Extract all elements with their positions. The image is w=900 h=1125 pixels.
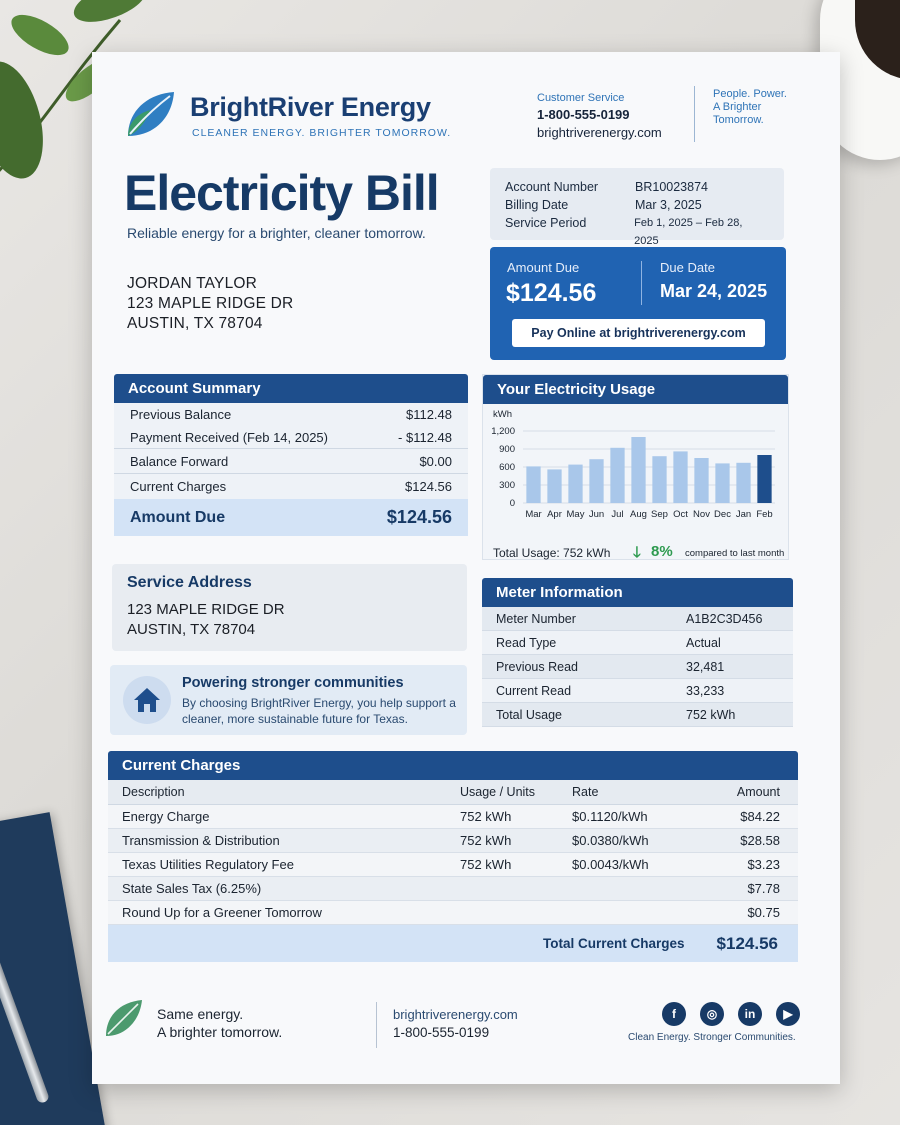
meter-row [482, 631, 793, 655]
charge-units: 752 kWh [460, 857, 512, 872]
youtube-icon[interactable]: ▶ [776, 1002, 800, 1026]
usage-total: Total Usage: 752 kWh [493, 546, 611, 560]
bill-document [92, 52, 840, 1084]
x-tick-label: Nov [693, 509, 710, 520]
charge-units: 752 kWh [460, 809, 512, 824]
service-city: AUSTIN, TX 78704 [127, 621, 256, 638]
brand-tagline: CLEANER ENERGY. BRIGHTER TOMORROW. [192, 127, 452, 139]
service-address-title: Service Address [127, 574, 252, 591]
meter-information [482, 578, 793, 727]
account-info-box [490, 168, 784, 247]
y-tick-label: 900 [499, 444, 515, 455]
meter-row [482, 679, 793, 703]
footer-divider [376, 1002, 377, 1048]
usage-bar [631, 437, 645, 503]
usage-panel [482, 374, 789, 560]
facebook-icon[interactable]: f [662, 1002, 686, 1026]
meter-value: 32,481 [686, 659, 725, 674]
customer-service-phone[interactable]: 1-800-555-0199 [537, 107, 630, 122]
charges-header-row [108, 780, 798, 805]
due-divider [641, 261, 642, 305]
summary-total-value: $124.56 [386, 507, 452, 527]
usage-bar [526, 466, 540, 503]
x-tick-label: Jul [611, 509, 624, 520]
account-number-label: Account Number [505, 180, 599, 194]
usage-change: 8% [651, 543, 673, 560]
meter-label: Meter Number [496, 611, 576, 626]
charges-total-label: Total Current Charges [543, 936, 685, 951]
footer-tagline: Clean Energy. Stronger Communities. [628, 1032, 796, 1043]
meter-label: Read Type [496, 635, 557, 650]
usage-bar [715, 463, 729, 503]
footer-website[interactable]: brightriverenergy.com [393, 1007, 518, 1022]
charge-units: 752 kWh [460, 833, 512, 848]
charge-desc: Energy Charge [122, 809, 210, 824]
usage-title: Your Electricity Usage [483, 375, 788, 404]
summary-label: Balance Forward [130, 453, 229, 469]
column-header: Amount [736, 785, 780, 799]
table-row [108, 829, 798, 853]
usage-comparison: compared to last month [685, 548, 785, 559]
summary-value: $0.00 [419, 453, 452, 469]
amount-due-label: Amount Due [507, 260, 580, 275]
page-title: Electricity Bill [124, 165, 439, 221]
charge-amount: $84.22 [740, 809, 780, 824]
x-tick-label: Oct [673, 509, 688, 520]
y-tick-label: 600 [499, 462, 515, 473]
customer-street: 123 MAPLE RIDGE DR [127, 295, 294, 312]
meter-row [482, 607, 793, 631]
account-summary [114, 374, 468, 536]
meter-label: Total Usage [496, 707, 563, 722]
summary-label: Previous Balance [130, 407, 232, 422]
column-header: Description [122, 785, 185, 799]
x-tick-label: Apr [547, 509, 562, 520]
y-tick-label: 1,200 [491, 426, 515, 437]
leaf-logo-icon [124, 88, 176, 140]
usage-bar [757, 455, 771, 503]
service-period-label: Service Period [505, 216, 587, 230]
header-divider [694, 86, 695, 142]
usage-bar [736, 463, 750, 503]
page-subtitle: Reliable energy for a brighter, cleaner tomorrow. [127, 225, 426, 241]
instagram-icon[interactable]: ◎ [700, 1002, 724, 1026]
charge-amount: $3.23 [747, 857, 780, 872]
summary-row [114, 449, 468, 474]
pay-online-button[interactable]: Pay Online at brightriverenergy.com [512, 319, 765, 347]
charges-title: Current Charges [108, 751, 798, 780]
table-row [108, 805, 798, 829]
customer-service-website[interactable]: brightriverenergy.com [537, 125, 662, 140]
x-tick-label: Aug [630, 509, 647, 520]
charge-desc: Round Up for a Greener Tomorrow [122, 905, 322, 920]
down-arrow-icon: 🡓 [633, 544, 641, 561]
charges-total [108, 925, 798, 962]
service-address-box [112, 564, 467, 651]
x-tick-label: Jun [588, 509, 605, 520]
summary-row [114, 426, 468, 449]
summary-value: $112.48 [405, 407, 452, 422]
account-summary-title: Account Summary [114, 374, 468, 403]
y-axis-label: kWh [493, 409, 512, 420]
meter-value: 752 kWh [686, 707, 736, 722]
usage-bar [568, 465, 582, 503]
charge-amount: $7.78 [747, 881, 780, 896]
footer-phone[interactable]: 1-800-555-0199 [393, 1025, 490, 1040]
column-header: Usage / Units [460, 785, 536, 799]
social-links [662, 1002, 800, 1026]
due-date-value: Mar 24, 2025 [660, 281, 768, 301]
charge-desc: Texas Utilities Regulatory Fee [122, 857, 294, 872]
summary-total [114, 499, 468, 536]
linkedin-icon[interactable]: in [738, 1002, 762, 1026]
service-period: Feb 1, 2025 – Feb 28, 2025 [634, 217, 743, 247]
x-tick-label: May [566, 509, 585, 520]
customer-name: JORDAN TAYLOR [127, 275, 258, 292]
summary-row [114, 403, 468, 426]
community-box [110, 665, 467, 735]
meter-value: A1B2C3D456 [686, 611, 763, 626]
x-tick-label: Mar [525, 509, 542, 520]
table-row [108, 853, 798, 877]
usage-bar-chart [483, 405, 788, 535]
customer-service-label: Customer Service [537, 92, 625, 104]
table-row [108, 877, 798, 901]
charge-rate: $0.1120/kWh [572, 809, 648, 824]
brand-name: BrightRiver Energy [190, 92, 431, 122]
column-header: Rate [572, 785, 599, 799]
charge-desc: State Sales Tax (6.25%) [122, 881, 262, 896]
charge-desc: Transmission & Distribution [122, 833, 280, 848]
charge-rate: $0.0043/kWh [572, 857, 649, 872]
charge-rate: $0.0380/kWh [572, 833, 649, 848]
usage-bar [694, 458, 708, 503]
y-tick-label: 0 [509, 498, 515, 509]
usage-bar [610, 448, 624, 503]
usage-bar [673, 451, 687, 503]
current-charges [108, 751, 798, 962]
meter-row [482, 655, 793, 679]
y-tick-label: 300 [499, 480, 515, 491]
table-row [108, 901, 798, 925]
usage-bar [652, 456, 666, 503]
due-date-label: Due Date [660, 260, 715, 275]
amount-due-value: $124.56 [506, 279, 597, 307]
summary-value: $124.56 [405, 479, 452, 494]
house-icon [123, 676, 171, 724]
amount-due-box [490, 247, 786, 360]
meter-label: Current Read [496, 683, 572, 698]
meter-value: 33,233 [686, 683, 725, 698]
footer-slogan-line: Same energy. [157, 1006, 244, 1022]
service-street: 123 MAPLE RIDGE DR [127, 601, 285, 618]
customer-address [127, 274, 293, 334]
brand-motto: People. Power. A Brighter Tomorrow. [713, 88, 787, 126]
usage-bar [547, 469, 561, 503]
meter-title: Meter Information [482, 578, 793, 607]
summary-row [114, 474, 468, 499]
meter-label: Previous Read [496, 659, 578, 674]
charges-total-value: $124.56 [716, 933, 778, 953]
charge-amount: $0.75 [747, 905, 780, 920]
billing-date: Mar 3, 2025 [635, 198, 702, 212]
community-text: By choosing BrightRiver Energy, you help support a cleaner, more sustainable future for Texas. [182, 696, 456, 726]
customer-city: AUSTIN, TX 78704 [127, 315, 263, 332]
footer-slogan-line: A brighter tomorrow. [157, 1024, 283, 1040]
footer-slogan [157, 1005, 282, 1041]
leaf-footer-icon [104, 998, 144, 1038]
summary-label: Payment Received (Feb 14, 2025) [130, 429, 328, 445]
usage-bar [589, 459, 603, 503]
community-title: Powering stronger communities [182, 675, 404, 691]
billing-date-label: Billing Date [505, 198, 569, 212]
x-tick-label: Dec [714, 509, 731, 520]
summary-label: Current Charges [130, 479, 227, 494]
account-number: BR10023874 [635, 180, 708, 194]
meter-row [482, 703, 793, 727]
charge-amount: $28.58 [740, 833, 780, 848]
x-tick-label: Jan [735, 509, 752, 520]
x-tick-label: Feb [756, 509, 773, 520]
summary-value: - $112.48 [398, 429, 452, 445]
summary-total-label: Amount Due [130, 508, 226, 526]
x-tick-label: Sep [651, 509, 668, 520]
meter-value: Actual [686, 635, 721, 650]
